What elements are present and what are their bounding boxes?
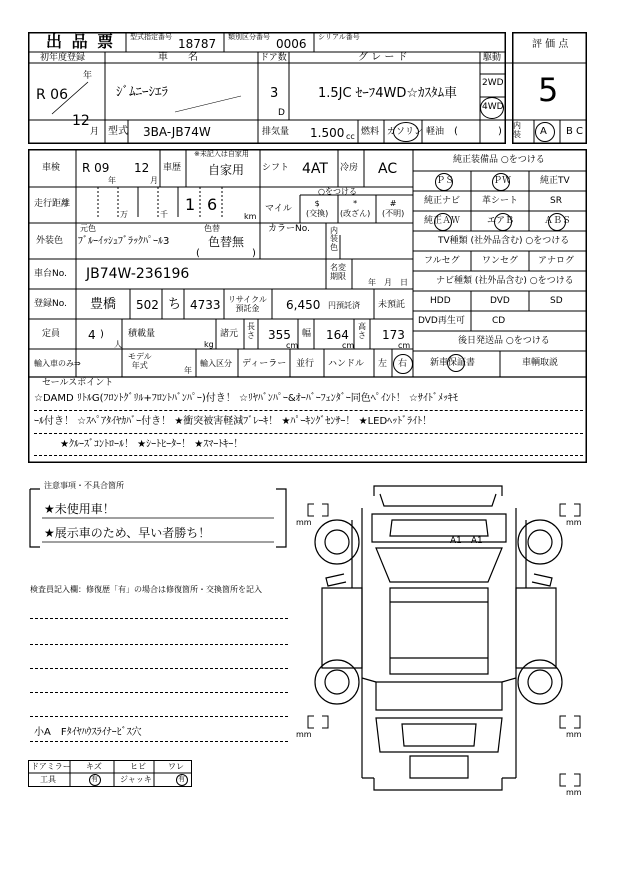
inspection-block <box>28 149 587 463</box>
plate-label: 登録No. <box>34 299 67 309</box>
dvd-play: DVD再生可 <box>418 316 465 326</box>
legend-mirror: ドアミラー <box>31 762 71 771</box>
rating-label: 評 価 点 <box>532 39 569 50</box>
type-cert-value: 18787 <box>178 37 217 51</box>
later-warranty-circle <box>447 354 465 372</box>
inspector-line-1 <box>30 618 288 619</box>
nav-hdd: HDD <box>430 296 451 306</box>
private-note: ※未記入は自家用 <box>194 150 249 158</box>
equip-aw: 純正ＡＷ <box>424 216 461 226</box>
unpaid-label: 未預託 <box>378 300 406 310</box>
change-period-day: 日 <box>400 278 408 287</box>
displacement-unit: cc <box>346 132 355 141</box>
first-reg-slash <box>50 80 90 116</box>
import-class-label: 輸入区分 <box>200 359 232 368</box>
capacity-unit: 人 <box>114 340 122 349</box>
legend-tool: 工具 <box>40 775 56 784</box>
car-name-value: ｼﾞﾑﾆｰｼｴﾗ <box>116 85 168 100</box>
width-value: 164 <box>326 328 349 342</box>
category-label: 類別区分番号 <box>228 33 270 41</box>
type-cert-label: 型式指定番号 <box>130 33 172 41</box>
recycle-unit: 円預託済 <box>328 301 360 310</box>
mileage-km-unit: km <box>244 212 257 221</box>
chassis-label: 車台No. <box>34 269 67 279</box>
unknown-label: # (不明) <box>382 199 405 218</box>
shift-label: シフト <box>262 163 290 173</box>
shift-value: 4AT <box>302 161 328 177</box>
sales-line-3: ★ｸﾙｰｽﾞｺﾝﾄﾛｰﾙ！ ★ｼｰﾄﾋｰﾀｰ！ ★ｽﾏｰﾄｷｰ！ <box>60 439 244 450</box>
height-unit: cm <box>398 341 411 350</box>
height-value: 173 <box>382 328 405 342</box>
height-label: 高さ <box>358 322 366 340</box>
length-unit: cm <box>286 341 299 350</box>
inspector-label: 検査員記入欄：修復歴「有」の場合は修復箇所・交換箇所を記入 <box>30 585 262 594</box>
plate-class: 502 <box>136 298 159 312</box>
color-label: 外装色 <box>36 236 64 246</box>
legend-jack-value: 有 <box>178 775 185 783</box>
tv-fullseg: フルセグ <box>424 256 460 266</box>
size-label: 諸元 <box>220 329 239 339</box>
first-reg-label: 初年度登録 <box>40 53 86 63</box>
first-reg-month: 12 <box>72 113 90 129</box>
original-color-label: 元色 <box>80 224 96 233</box>
equip-pw-circle <box>492 173 510 191</box>
legend-jack-circle <box>176 774 188 786</box>
shaken-month: 12 <box>134 161 150 175</box>
shaken-year-unit: 年 <box>108 176 116 185</box>
handle-label: ハンドル <box>328 359 365 369</box>
handle-right-circle <box>393 354 413 374</box>
import-label: 輸入車のみ⇒ <box>34 359 81 368</box>
mm-front-right: mm <box>566 518 582 527</box>
fuel-gas: ガソリン <box>387 127 424 137</box>
shaken-month-unit: 月 <box>150 176 158 185</box>
handle-right: 右 <box>398 359 408 369</box>
recycle-label: リサイクル 預託金 <box>228 295 267 314</box>
sales-line-2: ｰﾙ付き！ ☆ｽﾍﾟｱﾀｲﾔｶﾊﾞｰ付き！ ★衝突被害軽減ﾌﾞﾚｰｷ！ ★ﾊﾟｰｷﾝｸﾞｾﾝｻｰ！ ★LEDﾍｯﾄﾞﾗｲﾄ！ <box>34 416 433 427</box>
legend-tool-value: 有 <box>91 775 98 783</box>
model-value: 3BA-JB74W <box>143 125 211 139</box>
notes-label: 注意事項・不具合箇所 <box>44 481 124 490</box>
equip-aw-circle <box>434 213 452 231</box>
equip-leather: 革シート <box>482 196 519 206</box>
notes-box <box>28 485 290 551</box>
drive-2wd: 2WD <box>482 78 504 88</box>
legend-crack: ヒビ <box>130 762 146 771</box>
equip-abs: ＡＢＳ <box>544 216 572 226</box>
handle-left: 左 <box>378 359 388 369</box>
legend-jack: ジャッキ <box>120 775 152 784</box>
tampered-label: * (改ざん) <box>340 199 371 218</box>
mileage-label: 走行距離 <box>34 199 71 209</box>
capacity-label: 定員 <box>42 329 61 339</box>
equip-airbag-circle <box>494 213 512 231</box>
mm-rear-left: mm <box>296 730 312 739</box>
mileage-digit-2: 6 <box>207 195 218 214</box>
capacity-value: 4 <box>88 328 96 342</box>
equip-pw: ＰＷ <box>493 176 512 186</box>
category-value: 0006 <box>276 37 307 51</box>
interior-label: 内装 <box>513 121 521 139</box>
fuel-paren: ( <box>454 126 458 137</box>
car-diagram <box>292 478 632 838</box>
chassis-value: JB74W-236196 <box>86 266 190 282</box>
inspector-line-2 <box>30 644 288 645</box>
change-period-month: 月 <box>384 278 392 287</box>
header-block <box>28 32 587 144</box>
interior-b: B <box>566 126 573 137</box>
mm-front-left: mm <box>296 518 312 527</box>
interior-c: C <box>576 126 583 137</box>
mile-label: マイル <box>265 204 292 214</box>
later-warranty: 新車保証書 <box>430 358 476 368</box>
mileage-man-unit: 万 <box>120 210 128 219</box>
color-change-paren: ( <box>196 248 200 259</box>
tv-oneseg: ワンセグ <box>482 256 519 266</box>
recycle-value: 6,450 <box>286 298 321 312</box>
nav-dvd: DVD <box>490 296 510 306</box>
plate-area: 豊橋 <box>90 297 117 312</box>
drive-4wd-circle <box>480 97 504 119</box>
displacement-value: 1.500 <box>310 126 345 140</box>
mm-rear-right: mm <box>566 730 582 739</box>
rating-value: 5 <box>538 71 559 109</box>
dvd-cd: CD <box>492 316 506 326</box>
tv-analog: アナログ <box>538 256 575 266</box>
model-year-unit: 年 <box>184 366 192 375</box>
fuel-diesel: 軽油 <box>426 127 445 137</box>
diagram-mark: A1 A1 <box>450 536 483 546</box>
grade-value: 1.5JC ｾｰﾌ4WD☆ｶｽﾀﾑ車 <box>318 86 458 101</box>
legend-tool-circle <box>89 774 101 786</box>
equip-tv: 純正TV <box>540 176 570 186</box>
first-reg-year-unit: 年 <box>83 71 93 81</box>
tv-title: TV種類 (社外品含む) ○をつける <box>438 236 570 246</box>
mileage-sen-unit: 千 <box>160 210 168 219</box>
grade-label: グ レ ー ド <box>358 52 408 63</box>
sales-label: セールスポイント <box>42 378 114 388</box>
color-value: ﾌﾞﾙｰｲｯｼｭﾌﾞﾗｯｸﾊﾟｰﾙ3 <box>78 236 170 247</box>
interior-a-circle <box>535 122 555 142</box>
fuel-paren-close: ) <box>498 126 502 137</box>
mm-spare: mm <box>566 788 582 797</box>
shaken-label: 車検 <box>42 163 61 173</box>
equip-abs-circle <box>548 213 566 231</box>
color-change-small: 色替 <box>204 224 220 233</box>
plate-kana: ち <box>168 297 182 312</box>
legend-break: ワレ <box>168 762 184 771</box>
load-unit: kg <box>204 340 214 349</box>
doors-label: ドア数 <box>260 53 287 63</box>
exchange-label: $ (交換) <box>306 199 329 218</box>
interior-color-label: 内装色 <box>330 226 338 252</box>
first-reg-era: R 06 <box>36 87 68 103</box>
interior-a: A <box>540 126 547 137</box>
length-value: 355 <box>268 328 291 342</box>
drive-label: 駆動 <box>483 53 502 63</box>
inspector-line-5 <box>30 716 288 717</box>
equip-navi: 純正ナビ <box>424 196 461 206</box>
model-year-label: モデル 年式 <box>128 352 152 370</box>
ac-label: 冷房 <box>340 163 359 173</box>
equip-sr: SR <box>550 196 562 206</box>
fuel-label: 燃料 <box>361 127 380 137</box>
mileage-circle-label: ○をつける <box>318 187 357 196</box>
sales-underline-3 <box>34 455 583 456</box>
color-no-label: カラーNo. <box>268 224 310 234</box>
first-reg-month-unit: 月 <box>90 127 100 137</box>
width-unit: cm <box>342 341 355 350</box>
doors-suffix: D <box>278 108 285 118</box>
change-period-label: 名変期限 <box>330 263 346 282</box>
length-label: 長さ <box>247 322 255 340</box>
capacity-paren: ) <box>100 329 104 340</box>
later-manual: 車輌取説 <box>522 358 559 368</box>
color-change-paren-close: ) <box>252 248 256 259</box>
equipment-title: 純正装備品 ○をつける <box>453 155 545 165</box>
mileage-digit-1: 1 <box>185 195 196 214</box>
ac-value: AC <box>378 161 398 177</box>
change-period-year: 年 <box>368 278 376 287</box>
drive-4wd: 4WD <box>482 102 504 112</box>
doors-value: 3 <box>270 86 279 101</box>
page-title: 出 品 票 <box>46 32 116 51</box>
car-name-label: 車 名 <box>158 52 198 63</box>
sales-underline-1 <box>34 410 583 411</box>
equip-ps: ＰＳ <box>436 176 455 186</box>
usage-value: 自家用 <box>208 163 245 177</box>
model-label: 型式 <box>108 126 128 137</box>
car-name-slash <box>173 94 243 114</box>
fuel-gas-circle <box>393 122 419 142</box>
nav-sd: SD <box>550 296 563 306</box>
notes-line-1: ★未使用車！ <box>44 502 115 516</box>
inspector-remark: 小A Fﾀｲﾔﾊｳｽﾗｲﾅｰﾋﾞｽ穴 <box>34 727 142 738</box>
notes-line-2: ★展示車のため、早い者勝ち！ <box>44 526 211 540</box>
dealer-label: ディーラー <box>242 359 287 369</box>
nav-title: ナビ種類 (社外品含む) ○をつける <box>436 276 574 286</box>
load-label: 積載量 <box>128 329 156 339</box>
equip-ps-circle <box>435 173 453 191</box>
plate-number: 4733 <box>190 298 221 312</box>
color-change-value: 色替無 <box>208 235 245 249</box>
inspector-line-4 <box>30 692 288 693</box>
parallel-label: 並行 <box>296 359 315 369</box>
usage-label: 車歴 <box>163 163 182 173</box>
inspector-line-6 <box>30 741 288 742</box>
shaken-year: R 09 <box>82 161 110 175</box>
legend-scratch: キズ <box>86 762 102 771</box>
serial-label: シリアル番号 <box>318 33 360 41</box>
inspector-line-3 <box>30 668 288 669</box>
width-label: 幅 <box>302 329 312 339</box>
sales-underline-2 <box>34 433 583 434</box>
displacement-label: 排気量 <box>262 127 290 137</box>
equip-airbag: エアＢ <box>487 216 515 226</box>
sales-line-1: ☆DAMD ﾘﾄﾙG(ﾌﾛﾝﾄｸﾞﾘﾙ+ﾌﾛﾝﾄﾊﾞﾝﾊﾟｰ)付き！ ☆ﾘﾔﾊﾞﾝﾊﾟｰ&ｵｰﾊﾞｰﾌｪﾝﾀﾞｰ同色ﾍﾟｲﾝﾄ！ ☆ｻｲﾄﾞﾒｯｷﾓ <box>34 393 458 404</box>
later-title: 後日発送品 ○をつける <box>458 336 550 346</box>
